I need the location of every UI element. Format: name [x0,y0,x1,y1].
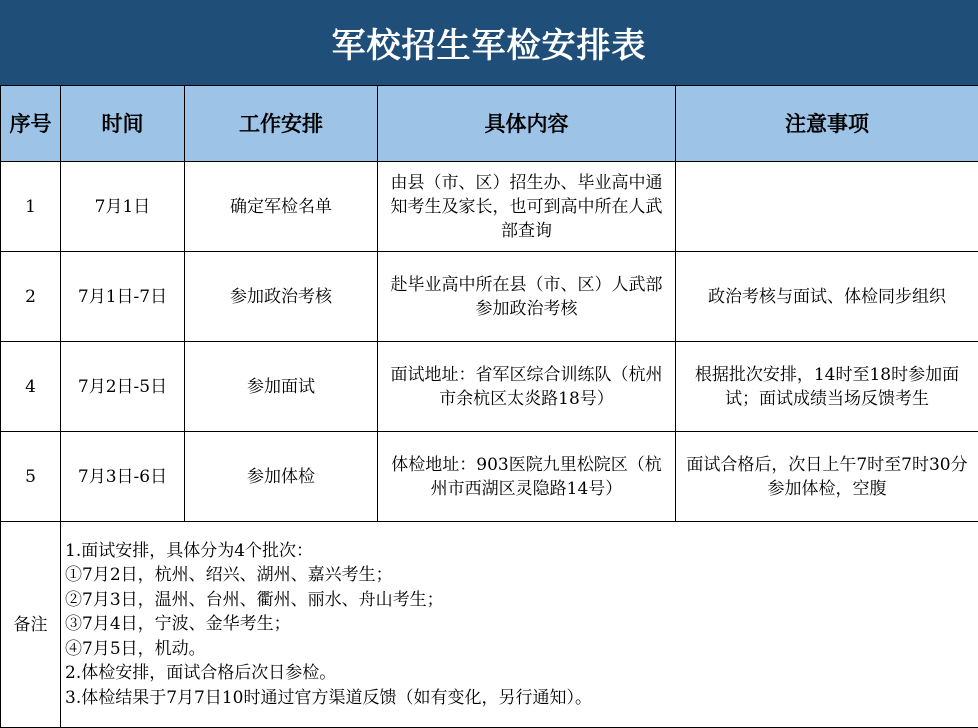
row-no: 5 [1,432,61,522]
remark-line: ②7月3日，温州、台州、衢州、丽水、舟山考生； [65,588,974,613]
row-content: 由县（市、区）招生办、毕业高中通知考生及家长，也可到高中所在人武部查询 [378,162,676,252]
table-row [1,162,978,252]
remark-line: 1.面试安排，具体分为4个批次： [65,539,974,564]
header-no: 序号 [1,86,61,162]
remark-line: ①7月2日，杭州、绍兴、湖州、嘉兴考生； [65,563,974,588]
remark-line: ③7月4日，宁波、金华考生； [65,612,974,637]
remarks-content [61,522,978,728]
row-time: 7月1日 [61,162,185,252]
row-note [676,162,978,252]
row-note: 政治考核与面试、体检同步组织 [676,252,978,342]
row-note: 面试合格后，次日上午7时至7时30分参加体检，空腹 [676,432,978,522]
schedule-table [0,85,978,728]
row-task: 参加面试 [185,342,378,432]
remarks-row [1,522,978,728]
row-task: 参加体检 [185,432,378,522]
table-header-row [1,86,978,162]
page-title: 军校招生军检安排表 [0,0,978,85]
row-time: 7月2日-5日 [61,342,185,432]
row-no: 1 [1,162,61,252]
table-row [1,432,978,522]
header-task: 工作安排 [185,86,378,162]
table-row [1,342,978,432]
remark-line: 2.体检安排，面试合格后次日参检。 [65,661,974,686]
row-no: 2 [1,252,61,342]
row-content: 赴毕业高中所在县（市、区）人武部参加政治考核 [378,252,676,342]
header-note: 注意事项 [676,86,978,162]
row-time: 7月1日-7日 [61,252,185,342]
remark-line: ④7月5日，机动。 [65,637,974,662]
remark-line: 3.体检结果于7月7日10时通过官方渠道反馈（如有变化，另行通知）。 [65,686,974,711]
header-content: 具体内容 [378,86,676,162]
row-content: 面试地址：省军区综合训练队（杭州市余杭区太炎路18号） [378,342,676,432]
header-time: 时间 [61,86,185,162]
row-time: 7月3日-6日 [61,432,185,522]
row-task: 确定军检名单 [185,162,378,252]
row-task: 参加政治考核 [185,252,378,342]
table-row [1,252,978,342]
row-note: 根据批次安排，14时至18时参加面试；面试成绩当场反馈考生 [676,342,978,432]
row-no: 4 [1,342,61,432]
row-content: 体检地址：903医院九里松院区（杭州市西湖区灵隐路14号） [378,432,676,522]
remarks-label: 备注 [1,522,61,728]
